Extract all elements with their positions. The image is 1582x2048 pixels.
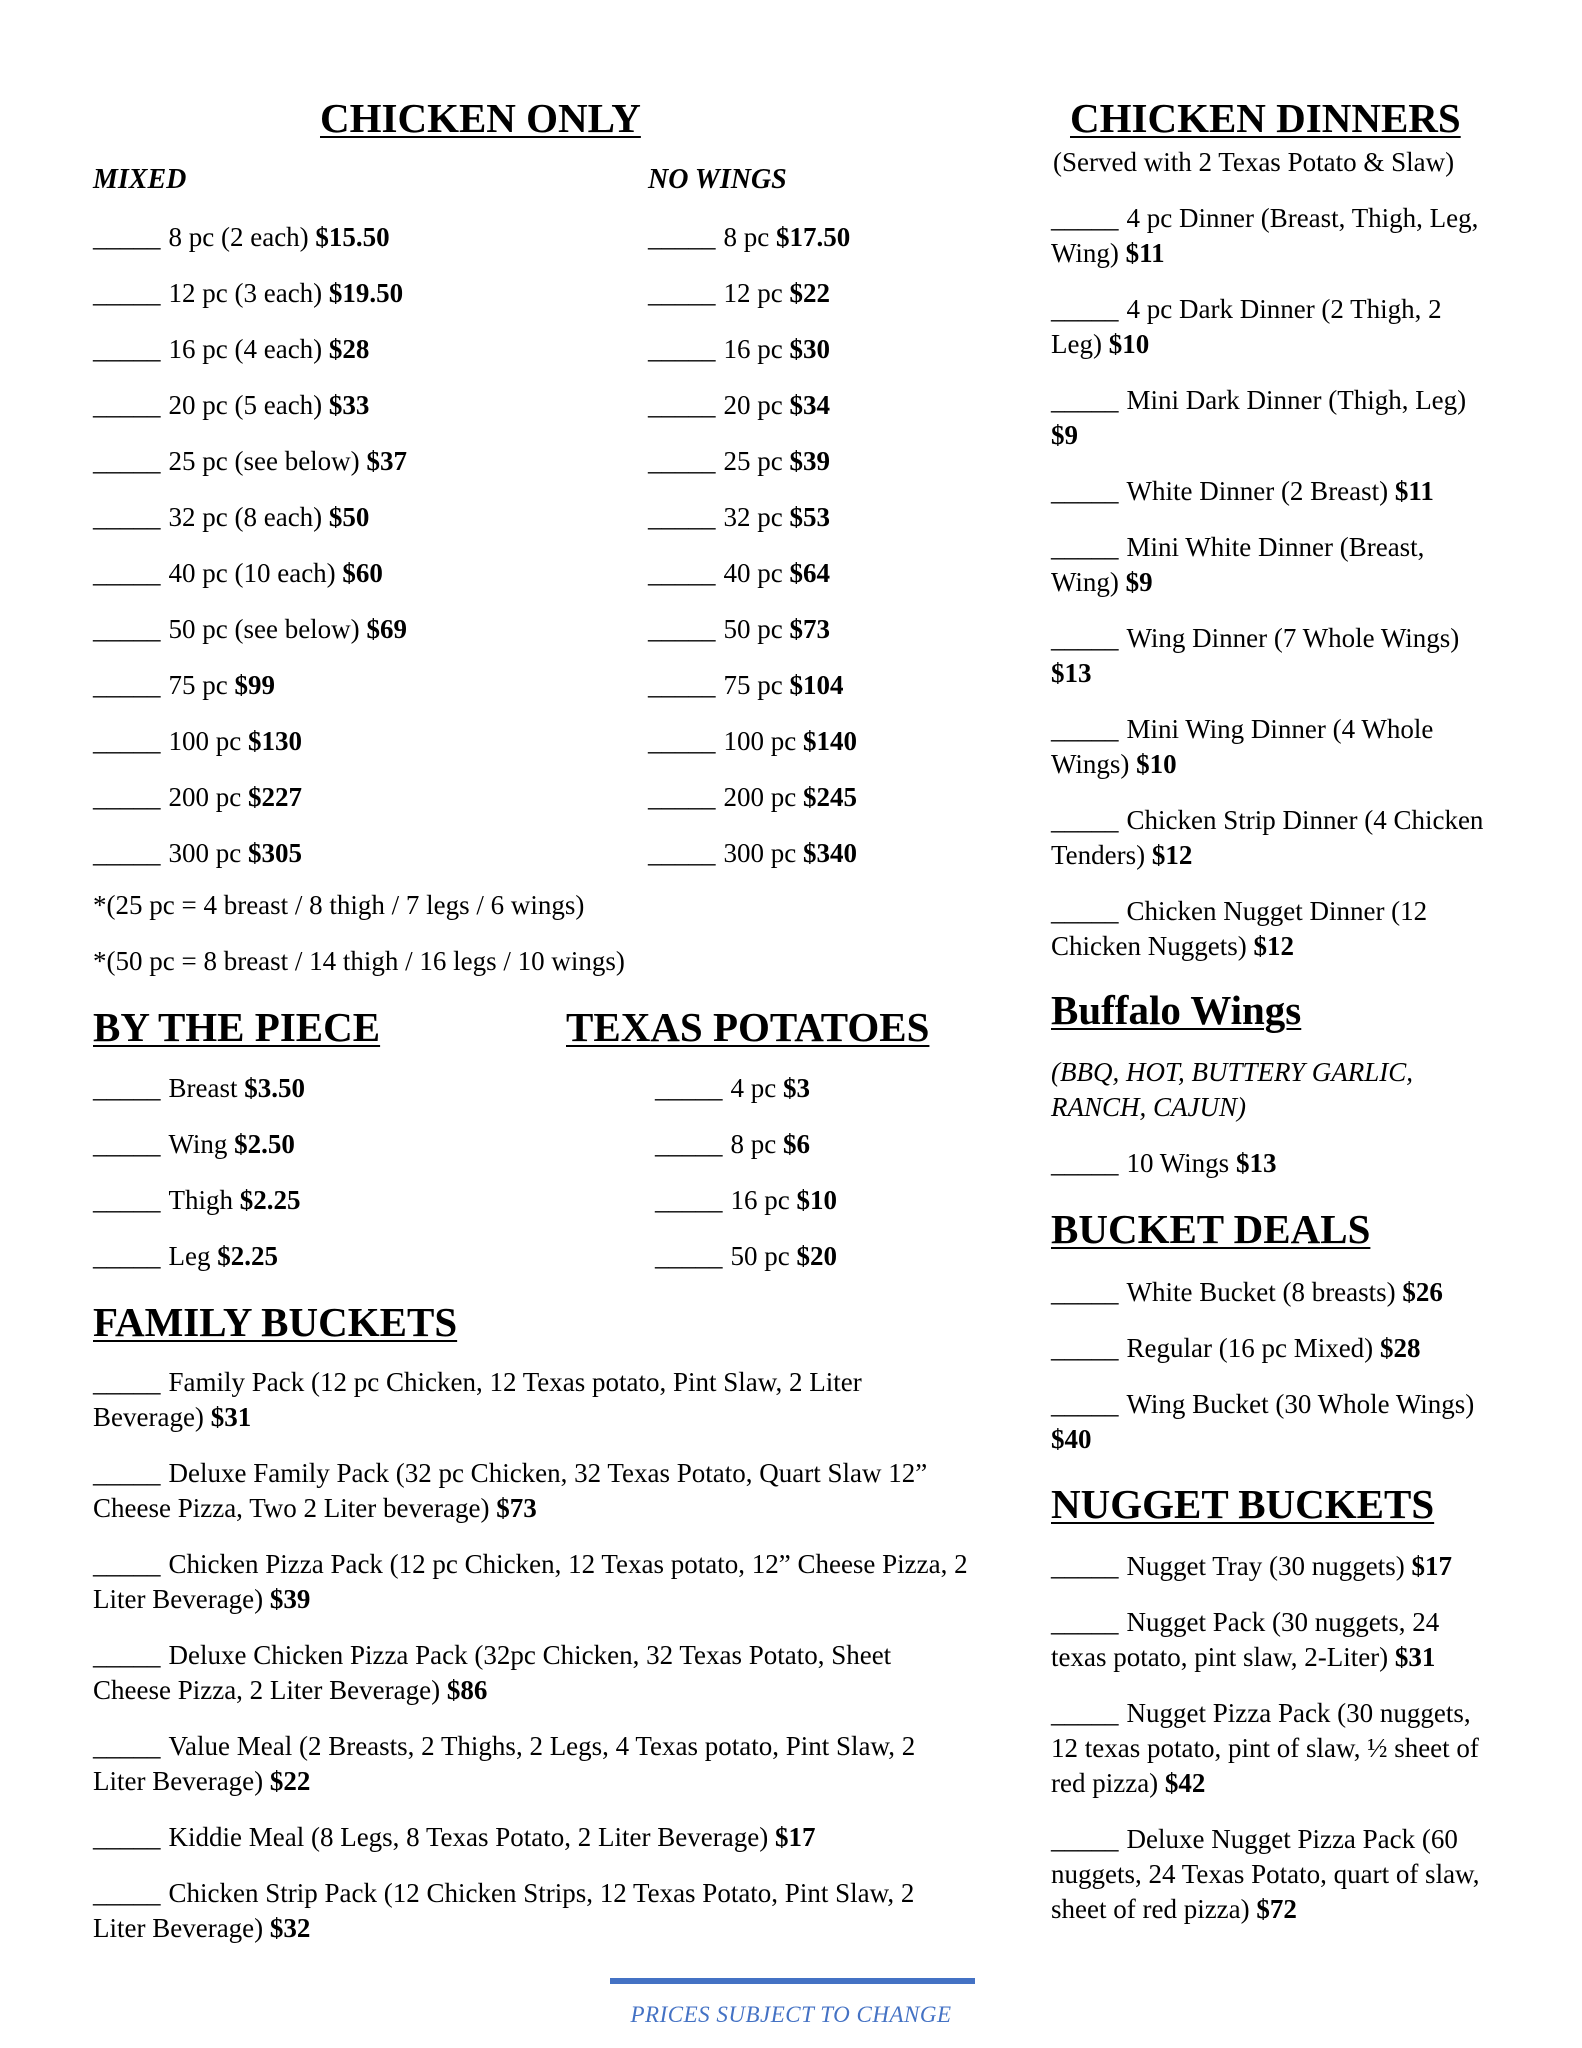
item-label: Deluxe Chicken Pizza Pack (32pc Chicken, 32 Texas Potato, Sheet Cheese Pizza, 2 Liter Beverage) — [93, 1640, 892, 1705]
family-item — [93, 1876, 973, 1946]
item-label: 40 pc — [723, 558, 790, 588]
potato-item — [655, 1239, 837, 1274]
no-wings-item — [648, 780, 857, 815]
item-label: White Bucket (8 breasts) — [1126, 1277, 1403, 1307]
piece-item — [93, 1183, 301, 1218]
item-label: 300 pc — [723, 838, 803, 868]
item-price: $31 — [1394, 1642, 1436, 1672]
dinner-item — [1051, 292, 1491, 362]
family-item — [93, 1638, 973, 1708]
item-price: $2.50 — [234, 1129, 295, 1159]
item-label: 8 pc — [723, 222, 776, 252]
item-price: $53 — [789, 502, 830, 532]
family-buckets-title: FAMILY BUCKETS — [93, 1299, 458, 1345]
item-price: $28 — [328, 334, 370, 364]
item-label: 40 pc (10 each) — [168, 558, 343, 588]
footer-note: PRICES SUBJECT TO CHANGE — [630, 2002, 952, 2027]
item-label: 50 pc — [730, 1241, 797, 1271]
item-price: $22 — [789, 278, 830, 308]
item-label: 12 pc (3 each) — [168, 278, 329, 308]
item-label: Family Pack (12 pc Chicken, 12 Texas potato, Pint Slaw, 2 Liter Beverage) — [93, 1367, 862, 1432]
no-wings-item — [648, 500, 830, 535]
item-label: Mini White Dinner (Breast, Wing) — [1051, 532, 1425, 597]
item-price: $305 — [247, 838, 302, 868]
item-price: $11 — [1394, 476, 1434, 506]
bucket-item — [1051, 1331, 1491, 1366]
item-price: $50 — [328, 502, 370, 532]
mixed-item — [93, 220, 390, 255]
item-price: $19.50 — [328, 278, 404, 308]
item-price: $245 — [802, 782, 857, 812]
item-price: $13 — [1051, 658, 1092, 688]
nugget-item — [1051, 1549, 1491, 1584]
texas-potatoes-title: TEXAS POTATOES — [566, 1004, 930, 1050]
dinner-item — [1051, 530, 1491, 600]
item-price: $17 — [774, 1822, 816, 1852]
item-label: 8 pc — [730, 1129, 783, 1159]
item-price: $33 — [328, 390, 370, 420]
dinner-item — [1051, 383, 1491, 453]
item-label: 300 pc — [168, 838, 248, 868]
potato-item — [655, 1127, 810, 1162]
item-price: $10 — [796, 1185, 837, 1215]
item-price: $32 — [269, 1913, 311, 1943]
item-price: $37 — [366, 446, 407, 476]
family-item — [93, 1820, 973, 1855]
item-price: $31 — [210, 1402, 252, 1432]
item-label: 20 pc (5 each) — [168, 390, 329, 420]
buffalo-wings-flavors: (BBQ, HOT, BUTTERY GARLIC, RANCH, CAJUN) — [1051, 1057, 1414, 1122]
family-item — [93, 1456, 973, 1526]
dinner-item — [1051, 201, 1491, 271]
item-price: $10 — [1136, 749, 1177, 779]
potato-item — [655, 1183, 837, 1218]
nugget-item — [1051, 1696, 1491, 1801]
item-price: $40 — [1051, 1424, 1092, 1454]
item-price: $17 — [1411, 1551, 1452, 1581]
dinner-item — [1051, 712, 1491, 782]
no-wings-item — [648, 332, 830, 367]
item-price: $64 — [789, 558, 830, 588]
item-label: Chicken Strip Pack (12 Chicken Strips, 12 Texas Potato, Pint Slaw, 2 Liter Beverage) — [93, 1878, 915, 1943]
item-label: 50 pc — [723, 614, 790, 644]
buffalo-item — [1051, 1146, 1491, 1181]
mixed-item — [93, 500, 369, 535]
nugget-item — [1051, 1822, 1491, 1927]
bucket-deals-title: BUCKET DEALS — [1051, 1206, 1371, 1252]
item-label: Chicken Strip Dinner (4 Chicken Tenders) — [1051, 805, 1484, 870]
item-price: $9 — [1051, 420, 1078, 450]
no-wings-item — [648, 556, 830, 591]
buffalo-wings-title: Buffalo Wings — [1051, 987, 1302, 1033]
chicken-only-title: CHICKEN ONLY — [320, 95, 641, 141]
no-wings-item — [648, 388, 830, 423]
item-price: $17.50 — [775, 222, 851, 252]
item-price: $42 — [1164, 1768, 1206, 1798]
dinner-item — [1051, 621, 1491, 691]
item-label: Thigh — [168, 1185, 240, 1215]
nugget-buckets-title: NUGGET BUCKETS — [1051, 1481, 1435, 1527]
item-label: 10 Wings — [1126, 1148, 1236, 1178]
item-label: Wing Dinner (7 Whole Wings) — [1126, 623, 1460, 653]
item-label: Wing — [168, 1129, 235, 1159]
item-price: $3.50 — [244, 1073, 305, 1103]
item-label: 200 pc — [723, 782, 803, 812]
item-label: 25 pc — [723, 446, 790, 476]
item-price: $2.25 — [239, 1185, 301, 1215]
item-label: 4 pc — [730, 1073, 783, 1103]
mixed-item — [93, 556, 383, 591]
item-label: Kiddie Meal (8 Legs, 8 Texas Potato, 2 Liter Beverage) — [168, 1822, 775, 1852]
item-label: 4 pc Dark Dinner (2 Thigh, 2 Leg) — [1051, 294, 1442, 359]
note-25pc: *(25 pc = 4 breast / 8 thigh / 7 legs / 6 wings) — [93, 890, 585, 920]
mixed-item — [93, 276, 403, 311]
mixed-item — [93, 612, 407, 647]
item-label: 16 pc — [730, 1185, 797, 1215]
mixed-item — [93, 780, 302, 815]
item-price: $22 — [269, 1766, 311, 1796]
item-label: 16 pc (4 each) — [168, 334, 329, 364]
item-price: $3 — [782, 1073, 810, 1103]
no-wings-item — [648, 444, 830, 479]
item-price: $20 — [796, 1241, 837, 1271]
piece-item — [93, 1239, 278, 1274]
item-label: Deluxe Nugget Pizza Pack (60 nuggets, 24 Texas Potato, quart of slaw, sheet of red pizza) — [1051, 1824, 1480, 1924]
item-label: 32 pc — [723, 502, 790, 532]
potato-item — [655, 1071, 810, 1106]
item-price: $39 — [269, 1584, 311, 1614]
item-price: $39 — [789, 446, 830, 476]
item-price: $73 — [789, 614, 830, 644]
bucket-item — [1051, 1275, 1491, 1310]
item-price: $227 — [247, 782, 302, 812]
family-item — [93, 1365, 973, 1435]
item-price: $73 — [496, 1493, 537, 1523]
chicken-dinners-subtitle: (Served with 2 Texas Potato & Slaw) — [1053, 147, 1455, 177]
item-label: 75 pc — [168, 670, 235, 700]
item-label: White Dinner (2 Breast) — [1126, 476, 1395, 506]
family-item — [93, 1547, 973, 1617]
item-label: 8 pc (2 each) — [168, 222, 316, 252]
mixed-item — [93, 332, 369, 367]
item-label: 100 pc — [168, 726, 248, 756]
item-price: $140 — [802, 726, 857, 756]
item-label: Deluxe Family Pack (32 pc Chicken, 32 Texas Potato, Quart Slaw 12” Cheese Pizza, Two 2 Liter beverage) — [93, 1458, 928, 1523]
item-label: Wing Bucket (30 Whole Wings) — [1126, 1389, 1475, 1419]
by-the-piece-title: BY THE PIECE — [93, 1004, 381, 1050]
mixed-item — [93, 836, 302, 871]
item-label: 32 pc (8 each) — [168, 502, 329, 532]
chicken-dinners-title: CHICKEN DINNERS — [1070, 95, 1461, 141]
item-price: $99 — [234, 670, 275, 700]
item-label: 12 pc — [723, 278, 790, 308]
no-wings-item — [648, 220, 850, 255]
item-label: Value Meal (2 Breasts, 2 Thighs, 2 Legs, 4 Texas potato, Pint Slaw, 2 Liter Beverage) — [93, 1731, 916, 1796]
item-label: Chicken Pizza Pack (12 pc Chicken, 12 Texas potato, 12” Cheese Pizza, 2 Liter Beverage) — [93, 1549, 968, 1614]
bucket-item — [1051, 1387, 1491, 1457]
item-label: 75 pc — [723, 670, 790, 700]
item-price: $86 — [446, 1675, 488, 1705]
item-price: $15.50 — [315, 222, 390, 252]
mixed-label: MIXED — [93, 164, 187, 195]
no-wings-item — [648, 612, 830, 647]
item-label: Regular (16 pc Mixed) — [1126, 1333, 1380, 1363]
item-price: $69 — [366, 614, 407, 644]
item-label: Chicken Nugget Dinner (12 Chicken Nuggets) — [1051, 896, 1428, 961]
item-label: Nugget Pack (30 nuggets, 24 texas potato, pint slaw, 2-Liter) — [1051, 1607, 1440, 1672]
item-label: Mini Wing Dinner (4 Whole Wings) — [1051, 714, 1434, 779]
item-price: $12 — [1151, 840, 1193, 870]
item-label: Leg — [168, 1241, 218, 1271]
item-price: $13 — [1235, 1148, 1277, 1178]
item-price: $30 — [789, 334, 830, 364]
dinner-item — [1051, 803, 1491, 873]
piece-item — [93, 1071, 305, 1106]
item-price: $10 — [1108, 329, 1150, 359]
item-label: 4 pc Dinner (Breast, Thigh, Leg, Wing) — [1051, 203, 1479, 268]
mixed-item — [93, 388, 369, 423]
item-price: $6 — [782, 1129, 810, 1159]
no-wings-item — [648, 276, 830, 311]
item-price: $2.25 — [217, 1241, 278, 1271]
no-wings-item — [648, 836, 857, 871]
item-price: $34 — [789, 390, 830, 420]
item-price: $26 — [1402, 1277, 1443, 1307]
item-price: $9 — [1125, 567, 1153, 597]
dinner-item — [1051, 894, 1491, 964]
dinner-item — [1051, 474, 1491, 509]
mixed-item — [93, 724, 302, 759]
item-label: Nugget Tray (30 nuggets) — [1126, 1551, 1412, 1581]
item-label: 50 pc (see below) — [168, 614, 367, 644]
item-label: 16 pc — [723, 334, 790, 364]
item-price: $130 — [247, 726, 302, 756]
item-label: Breast — [168, 1073, 245, 1103]
item-price: $28 — [1379, 1333, 1421, 1363]
nugget-item — [1051, 1605, 1491, 1675]
mixed-item — [93, 444, 407, 479]
footer-rule — [610, 1978, 975, 1984]
mixed-item — [93, 668, 275, 703]
item-price: $11 — [1125, 238, 1165, 268]
no-wings-label: NO WINGS — [648, 164, 787, 195]
item-price: $72 — [1256, 1894, 1297, 1924]
item-label: Mini Dark Dinner (Thigh, Leg) — [1126, 385, 1467, 415]
family-item — [93, 1729, 973, 1799]
item-label: 200 pc — [168, 782, 248, 812]
item-price: $104 — [789, 670, 844, 700]
note-50pc: *(50 pc = 8 breast / 14 thigh / 16 legs / 10 wings) — [93, 946, 625, 976]
item-price: $60 — [342, 558, 383, 588]
no-wings-item — [648, 724, 857, 759]
item-price: $340 — [802, 838, 857, 868]
no-wings-item — [648, 668, 843, 703]
item-price: $12 — [1253, 931, 1294, 961]
piece-item — [93, 1127, 295, 1162]
item-label: 25 pc (see below) — [168, 446, 367, 476]
item-label: 100 pc — [723, 726, 803, 756]
item-label: Nugget Pizza Pack (30 nuggets, 12 texas potato, pint of slaw, ½ sheet of red pizza) — [1051, 1698, 1479, 1798]
item-label: 20 pc — [723, 390, 790, 420]
